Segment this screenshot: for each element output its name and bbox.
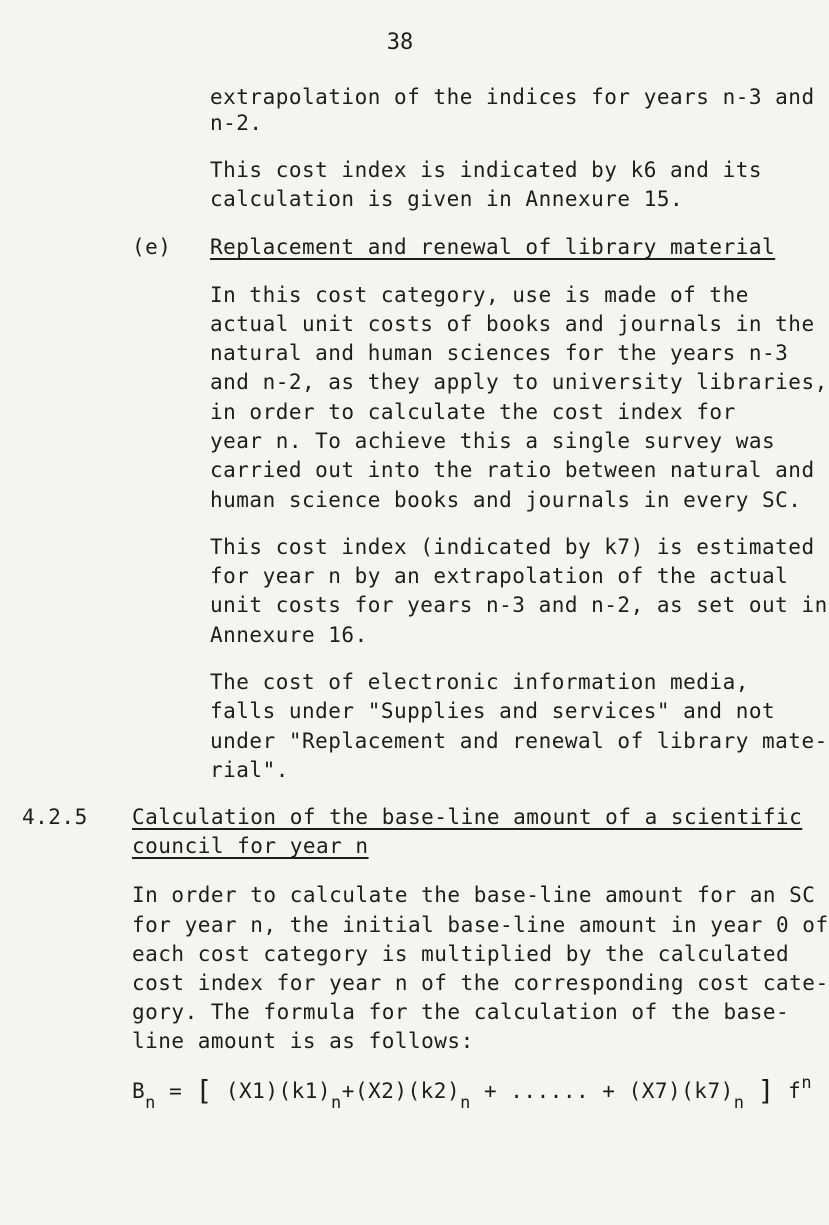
formula-eq: = [169,1079,183,1103]
formula-term2-sub: n [460,1093,471,1113]
para6-line1: In order to calculate the base-line amount for an SC [132,883,816,907]
formula-term3: (X7)(k7) [628,1079,734,1103]
para3-line5: in order to calculate the cost index for [210,400,736,424]
para6-line2: for year n, the initial base-line amount in year 0 of [132,913,829,937]
formula [132,1072,813,1113]
formula-f: f [788,1079,802,1103]
formula-lhs: B [132,1079,146,1103]
formula-dots: + ...... + [484,1079,616,1103]
para6-line3: each cost category is multiplied by the calculated [132,942,790,966]
formula-term1-sub: n [331,1093,342,1113]
para3-line7: carried out into the ratio between natural and [210,458,815,482]
para3-line8: human science books and journals in every SC. [210,488,802,512]
para6-line6: line amount is as follows: [132,1029,474,1053]
section-heading-line1: Calculation of the base-line amount of a scientific [132,805,803,829]
para4-line4: Annexure 16. [210,623,368,647]
formula-term3-sub: n [733,1093,745,1113]
para5-line4: rial". [210,758,289,782]
para2-line1: This cost index is indicated by k6 and its [210,158,763,182]
para4-line2: for year n by an extrapolation of the actual [210,564,789,588]
formula-lhs-sub: n [145,1093,156,1113]
section-number: 4.2.5 [22,805,88,829]
section-e-heading: Replacement and renewal of library material [210,235,776,259]
para1-line1: extrapolation of the indices for years n-3 and [210,85,815,109]
section-e-label: (e) [132,235,172,259]
para6-line4: cost index for year n of the corresponding cost cate- [132,971,829,995]
para2-line2: calculation is given in Annexure 15. [210,187,684,211]
section-heading-line2: council for year n [132,834,369,858]
para1-line2: n-2. [210,111,263,135]
page-number: 38 [386,30,414,55]
para5-line2: falls under "Supplies and services" and not [210,699,776,723]
formula-right-bracket: ] [757,1074,776,1107]
para5-line1: The cost of electronic information media, [210,670,749,694]
para3-line3: natural and human sciences for the years n-3 [210,341,789,365]
para4-line3: unit costs for years n-3 and n-2, as set out in [210,593,828,617]
formula-term1: (X1)(k1) [225,1079,332,1103]
para5-line3: under "Replacement and renewal of library mate- [210,729,828,753]
para3-line1: In this cost category, use is made of the [210,283,749,307]
formula-f-sup: n [801,1073,813,1093]
para4-line1: This cost index (indicated by k7) is estimated [210,535,815,559]
para3-line4: and n-2, as they apply to university libraries, [210,370,828,394]
para6-line5: gory. The formula for the calculation of the base- [132,1000,790,1024]
formula-term2: +(X2)(k2) [341,1079,461,1103]
para3-line6: year n. To achieve this a single survey was [210,429,776,453]
formula-left-bracket: [ [195,1074,213,1107]
para3-line2: actual unit costs of books and journals in the [210,312,815,336]
